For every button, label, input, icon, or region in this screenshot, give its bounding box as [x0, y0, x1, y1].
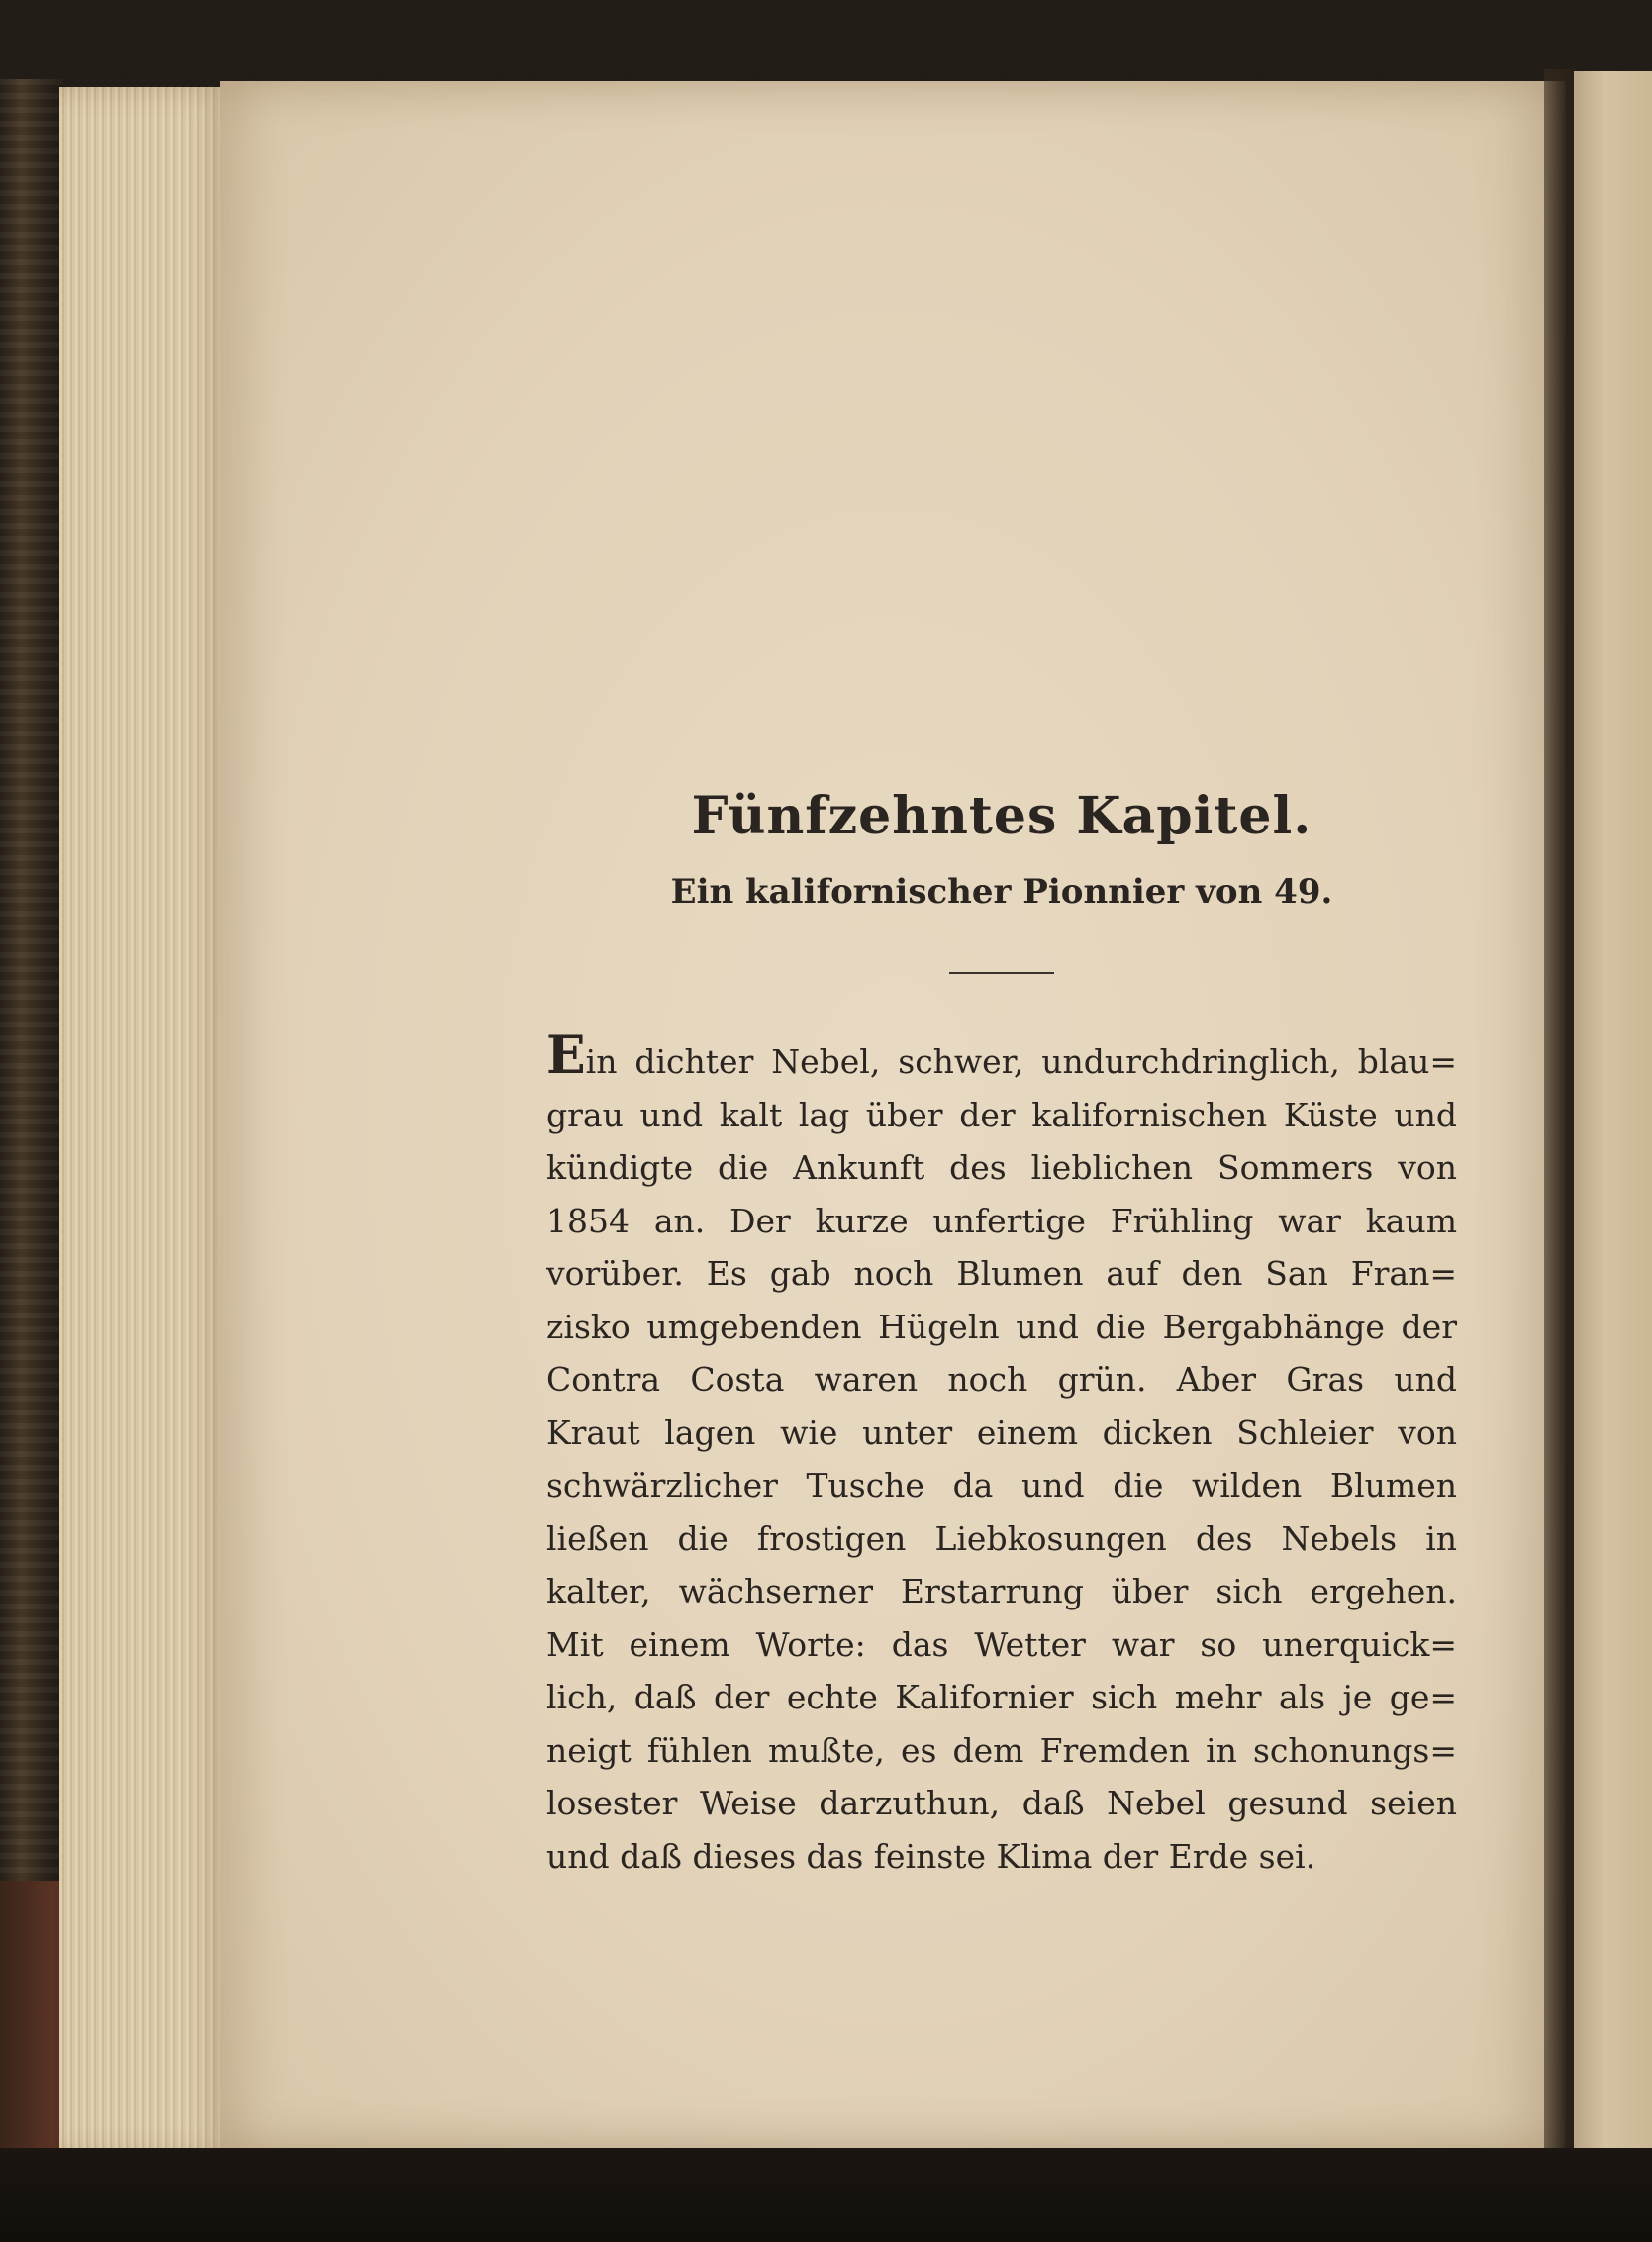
text-line: 1854 an. Der kurze unfertige Frühling war kaum: [546, 1201, 1457, 1240]
text-line-content: in dichter Nebel, schwer, undurchdringlich, blau=: [585, 1042, 1457, 1081]
text-line: schwärzlicher Tusche da und die wilden Blumen: [546, 1466, 1457, 1505]
text-line: grau und kalt lag über der kalifornischen Küste und: [546, 1095, 1457, 1134]
text-line: kündigte die Ankunft des lieblichen Sommers von: [546, 1148, 1457, 1187]
book-cover-spine: [0, 79, 63, 2158]
page-content: [546, 782, 1457, 1883]
text-line: Mit einem Worte: das Wetter war so unerquick=: [546, 1624, 1457, 1664]
text-line: [546, 1025, 1457, 1089]
body-paragraph: [546, 1025, 1457, 1883]
title-divider: [949, 972, 1054, 974]
text-line: lich, daß der echte Kalifornier sich mehr als je ge=: [546, 1678, 1457, 1716]
text-line: Kraut lagen wie unter einem dicken Schleier von: [546, 1413, 1457, 1452]
text-line: ließen die frostigen Liebkosungen des Nebels in: [546, 1518, 1457, 1558]
text-line: Contra Costa waren noch grün. Aber Gras und: [546, 1360, 1457, 1399]
text-line: und daß dieses das feinste Klima der Erde sei.: [546, 1836, 1316, 1876]
page-edges: [59, 87, 233, 2156]
text-line: neigt fühlen mußte, es dem Fremden in schonungs=: [546, 1730, 1457, 1770]
drop-cap: E: [546, 1025, 586, 1086]
chapter-subtitle: Ein kalifornischer Pionnier von 49.: [670, 872, 1333, 912]
text-line: losester Weise darzuthun, daß Nebel gesund seien: [546, 1784, 1457, 1822]
text-line: kalter, wächserner Erstarrung über sich ergehen.: [546, 1572, 1457, 1610]
facing-page-edge: [1574, 71, 1652, 2160]
chapter-title: Fünfzehntes Kapitel.: [691, 786, 1312, 846]
text-line: zisko umgebenden Hügeln und die Bergabhänge der: [546, 1307, 1457, 1346]
bottom-shadow: [0, 2148, 1652, 2242]
text-line: vorüber. Es gab noch Blumen auf den San Fran=: [546, 1254, 1457, 1293]
